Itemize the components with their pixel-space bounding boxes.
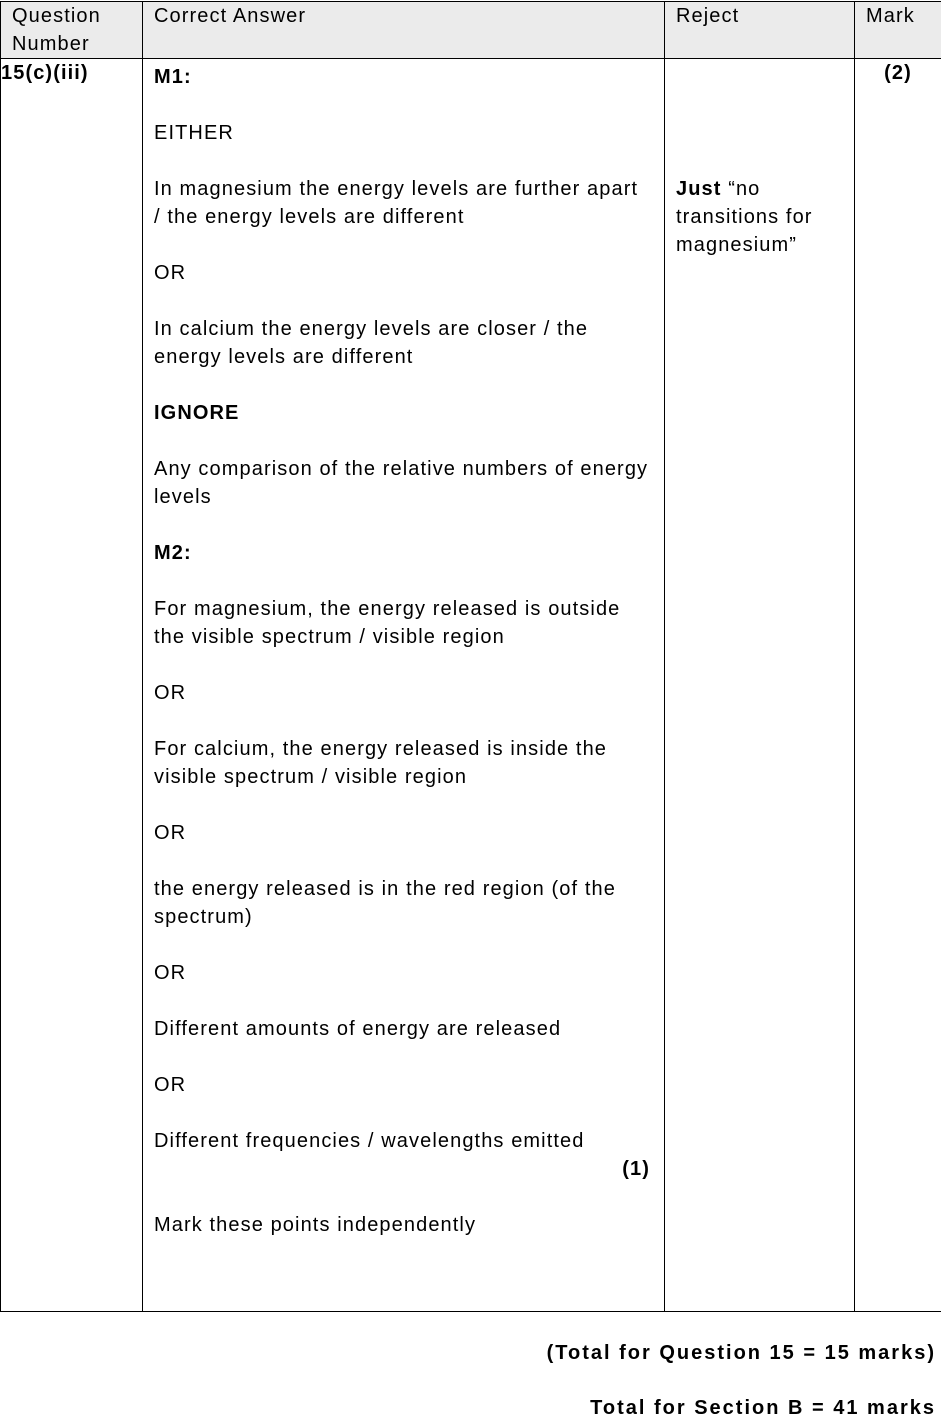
ignore-text: Any comparison of the relative numbers of energy levels <box>154 458 649 508</box>
m1-label: M1: <box>154 66 192 88</box>
ignore-label: IGNORE <box>154 402 240 424</box>
table-row <box>1 59 941 1312</box>
m2-option-1: For magnesium, the energy released is outside the visible spectrum / visible region <box>154 598 621 648</box>
sub-mark: (1) <box>622 1158 650 1180</box>
or-text: OR <box>154 822 187 844</box>
or-text: OR <box>154 962 187 984</box>
m2-option-2: For calcium, the energy released is inside the visible spectrum / visible region <box>154 738 608 788</box>
mark-scheme-table <box>0 1 941 1312</box>
reject-text: “no transitions for magnesium” <box>676 178 813 256</box>
or-text: OR <box>154 1074 187 1096</box>
or-text: OR <box>154 682 187 704</box>
section-total: Total for Section B = 41 marks <box>590 1397 936 1419</box>
either-text: EITHER <box>154 122 234 144</box>
question-number-cell: 15(c)(iii) <box>1 59 143 1312</box>
header-reject: Reject <box>665 2 855 59</box>
header-question-number: Question Number <box>1 2 143 59</box>
or-text: OR <box>154 262 187 284</box>
m2-option-4: Different amounts of energy are released <box>154 1018 562 1040</box>
header-correct-answer: Correct Answer <box>143 2 665 59</box>
m2-label: M2: <box>154 542 192 564</box>
m2-option-3: the energy released is in the red region (of the spectrum) <box>154 878 616 928</box>
reject-cell <box>665 59 855 1312</box>
correct-answer-cell <box>143 59 665 1312</box>
reject-bold: Just <box>676 178 722 200</box>
m1-option-2: In calcium the energy levels are closer / the energy levels are different <box>154 318 589 368</box>
m2-option-5: Different frequencies / wavelengths emitted <box>154 1130 585 1152</box>
header-mark: Mark <box>855 2 941 59</box>
independence-note: Mark these points independently <box>154 1214 477 1236</box>
question-total: (Total for Question 15 = 15 marks) <box>546 1342 936 1364</box>
header-row <box>1 2 941 59</box>
m1-option-1: In magnesium the energy levels are further apart / the energy levels are different <box>154 178 639 228</box>
mark-cell: (2) <box>855 59 941 1312</box>
